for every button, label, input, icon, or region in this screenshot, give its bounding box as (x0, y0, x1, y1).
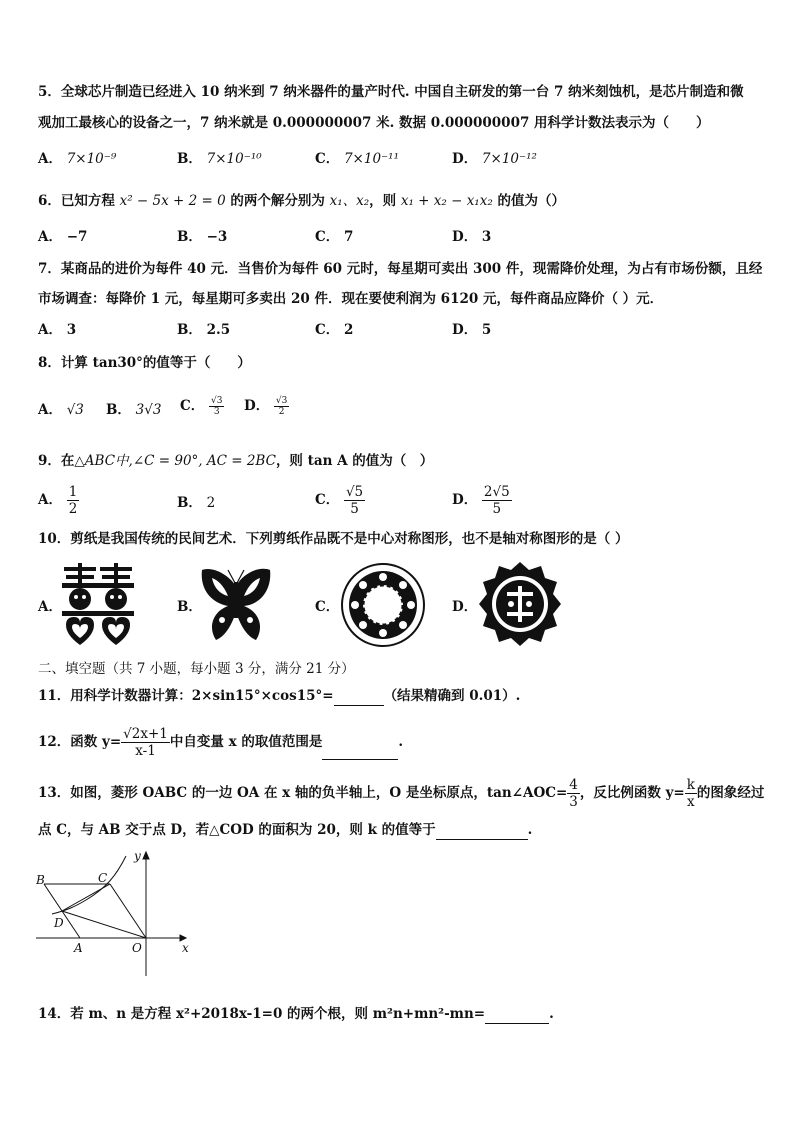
q9-option-d: D． $\frac{2√5}{5}$ (452, 484, 510, 517)
q9-stem: 9．在△ABC中,∠C = 90°, AC = 2BC，则 tan A 的值为（ ） (38, 453, 434, 469)
q9-option-b: B． 2 (177, 495, 216, 511)
q5-option-d: D． 7×10⁻¹² (452, 151, 537, 167)
fraction: $\frac{2√5}{5}$ (483, 484, 510, 517)
q10-option-b-label: B． (177, 599, 202, 615)
fraction: $\frac{√3}{2}$ (275, 396, 288, 417)
q7-option-a: A． 3 (38, 322, 77, 338)
q13-line2: 点 C，与 AB 交于点 D，若△COD 的面积为 20，则 k 的值等于 . (38, 822, 533, 838)
q9-option-a: A． $\frac{1}{2}$ (38, 484, 78, 517)
q7-option-b: B． 2.5 (177, 322, 231, 338)
q6-stem: 6．已知方程 x² − 5x + 2 = 0 的两个解分别为 x₁、x₂，则 x₁ + x₂ − x₁x₂ 的值为（） (38, 193, 565, 209)
fraction: $\frac{k}{x}$ (686, 777, 695, 810)
q13-label-d: D (54, 916, 64, 930)
q7-option-c: C． 2 (315, 322, 354, 338)
q13-label-b: B (36, 873, 45, 887)
q12-answer-blank[interactable] (322, 725, 398, 760)
section-2-heading: 二、填空题（共 7 小题，每小题 3 分，满分 21 分） (38, 661, 355, 677)
q6-option-c: C． 7 (315, 229, 354, 245)
q13-label-x: x (182, 941, 189, 955)
q9-option-c: C． $\frac{√5}{5}$ (315, 484, 364, 517)
q5-line1: 5．全球芯片制造已经进入 10 纳米到 7 纳米器件的量产时代. 中国自主研发的第一台 7 纳米刻蚀机，是芯片制造和微 (38, 84, 744, 100)
q7-line2: 市场调查：每降价 1 元，每星期可多卖出 20 件．现在要使利润为 6120 元，每件商品应降价（ ）元． (38, 291, 664, 307)
q13-line1: 13．如图，菱形 OABC 的一边 OA 在 x 轴的负半轴上，O 是坐标原点，tan∠AOC= $\frac{4}{3}$ ，反比例函数 y= $\frac{k}{x}$ 的图象经过 (38, 777, 765, 810)
q8-option-a: A． √3 (38, 402, 84, 418)
q7-line1: 7．某商品的进价为每件 40 元．当售价为每件 60 元时，每星期可卖出 300 件，现需降价处理，为占有市场份额，且经 (38, 261, 763, 277)
q10-option-d-label: D． (452, 599, 478, 615)
q12-stem: 12．函数 y= $\frac{√2x+1}{x-1}$ 中自变量 x 的取值范围是 . (38, 726, 404, 759)
paper-cut-round-pattern-image (477, 560, 563, 648)
q10-option-a-label: A． (38, 599, 62, 615)
q6-option-b: B． −3 (177, 229, 228, 245)
q5-option-c: C． 7×10⁻¹¹ (315, 151, 399, 167)
q11-answer-blank[interactable] (334, 687, 384, 706)
fraction: $\frac{√5}{5}$ (345, 484, 364, 517)
q8-stem: 8．计算 tan30°的值等于（ ） (38, 355, 251, 371)
fraction: $\frac{√3}{3}$ (210, 396, 223, 417)
q13-label-y: y (134, 849, 141, 863)
q5-option-b: B． 7×10⁻¹⁰ (177, 151, 262, 167)
q7-option-d: D． 5 (452, 322, 492, 338)
q13-label-o: O (132, 941, 142, 955)
q10-option-c-label: C． (315, 599, 340, 615)
q8-option-b: B． 3√3 (106, 402, 162, 418)
q13-label-a: A (74, 941, 83, 955)
q13-rhombus-figure (36, 848, 196, 980)
fraction: $\frac{1}{2}$ (68, 484, 78, 517)
paper-cut-round-flower-image (340, 562, 426, 648)
q13-label-c: C (98, 871, 108, 885)
fraction: $\frac{4}{3}$ (569, 777, 578, 810)
q14-answer-blank[interactable] (485, 1005, 549, 1024)
q11-stem: 11．用科学计数器计算：2×sin15°×cos15°= （结果精确到 0.01）. (38, 688, 521, 704)
q6-option-a: A． −7 (38, 229, 88, 245)
q8-option-c: C． $\frac{√3}{3}$ (180, 396, 223, 417)
fraction: $\frac{√2x+1}{x-1}$ (123, 726, 168, 759)
q10-stem: 10．剪纸是我国传统的民间艺术．下列剪纸作品既不是中心对称图形，也不是轴对称图形的是（ ） (38, 531, 629, 547)
q6-option-d: D． 3 (452, 229, 492, 245)
paper-cut-double-happiness-image (62, 563, 134, 647)
q14-stem: 14．若 m、n 是方程 x²+2018x-1=0 的两个根，则 m²n+mn²-mn= . (38, 1006, 554, 1022)
q13-answer-blank[interactable] (436, 821, 528, 840)
q5-option-a: A． 7×10⁻⁹ (38, 151, 117, 167)
q8-option-d: D． $\frac{√3}{2}$ (244, 396, 288, 417)
q5-line2: 观加工最核心的设备之一，7 纳米就是 0.000000007 米. 数据 0.000000007 用科学计数法表示为（ ） (38, 115, 710, 131)
paper-cut-butterfly-image (198, 566, 274, 644)
